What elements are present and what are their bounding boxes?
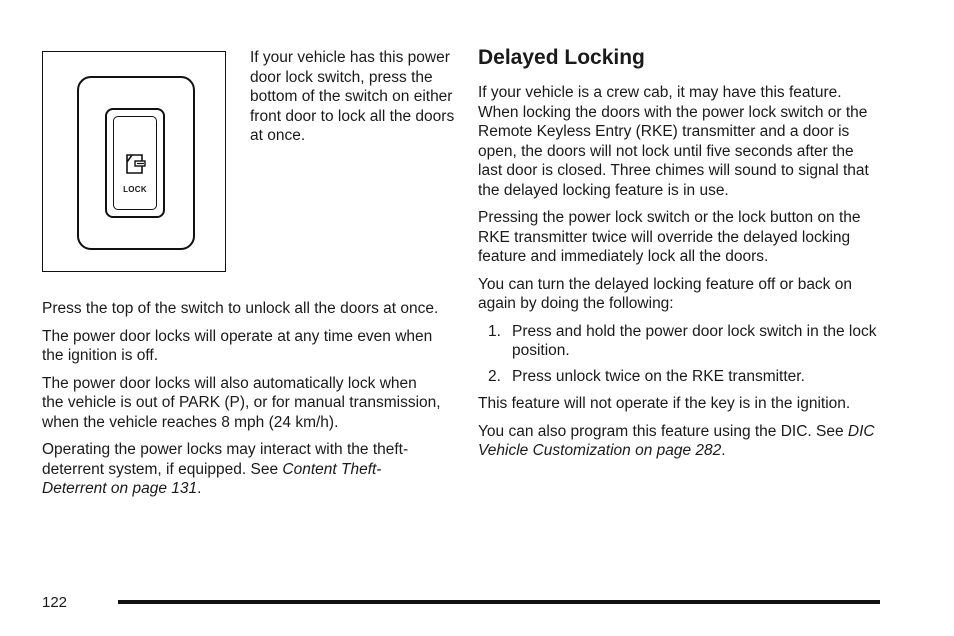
paragraph-text: Operating the power locks may interact with the theft-deterrent system, if equipped. See xyxy=(42,441,409,478)
paragraph: The power door locks will operate at any time even when the ignition is off. xyxy=(42,327,433,364)
paragraph: If your vehicle is a crew cab, it may have this feature. When locking the doors with the power lock switch or the Remote Keyless Entry (RKE) transmitter and a door is open, the doors will not lock until five seconds after the last door is closed. Three chimes will sound to signal that the delayed locking feature is in use. xyxy=(478,84,869,199)
lock-switch-illustration xyxy=(42,51,226,272)
cross-reference-link[interactable]: Content Theft-Deterrent on page 131 xyxy=(42,460,382,497)
paragraph: Pressing the power lock switch or the lock button on the RKE transmitter twice will override the delayed locking feature and immediately lock all the doors. xyxy=(478,209,861,265)
paragraph-end: . xyxy=(197,480,202,497)
lock-switch xyxy=(113,116,157,210)
steps-list xyxy=(478,322,878,387)
footer-rule xyxy=(118,600,880,604)
cross-reference-link[interactable]: DIC Vehicle Customization on page 282 xyxy=(478,422,875,459)
paragraph-theft-deterrent xyxy=(42,440,442,499)
paragraph-dic xyxy=(478,422,878,461)
paragraph-end: . xyxy=(721,442,726,459)
section-heading: Delayed Locking xyxy=(478,46,645,69)
paragraph: Press the top of the switch to unlock all the doors at once. xyxy=(42,300,439,317)
step-number: 2. xyxy=(488,367,501,385)
right-column xyxy=(478,45,878,469)
step-number: 1. xyxy=(488,322,501,340)
paragraph: You can turn the delayed locking feature off or back on again by doing the following: xyxy=(478,275,852,312)
switch-housing xyxy=(105,108,165,218)
paragraph-text: You can also program this feature using the DIC. See xyxy=(478,422,848,440)
list-item xyxy=(478,367,878,387)
step-text: Press and hold the power door lock switch in the lock position. xyxy=(512,322,877,359)
paragraph: This feature will not operate if the key is in the ignition. xyxy=(478,395,851,412)
list-item xyxy=(478,322,878,361)
figure-caption: If your vehicle has this power door lock switch, press the bottom of the switch on either front door to lock all the doors at once. xyxy=(250,49,455,144)
page-number: 122 xyxy=(42,594,68,611)
switch-bezel xyxy=(77,76,195,250)
paragraph: The power door locks will also automatically lock when the vehicle is out of PARK (P), or for manual transmission, when the vehicle reaches 8 mph (24 km/h). xyxy=(42,374,441,431)
left-column xyxy=(42,299,442,507)
door-lock-icon xyxy=(124,153,148,175)
lock-label: LOCK xyxy=(123,185,147,194)
step-text: Press unlock twice on the RKE transmitter. xyxy=(512,367,805,385)
